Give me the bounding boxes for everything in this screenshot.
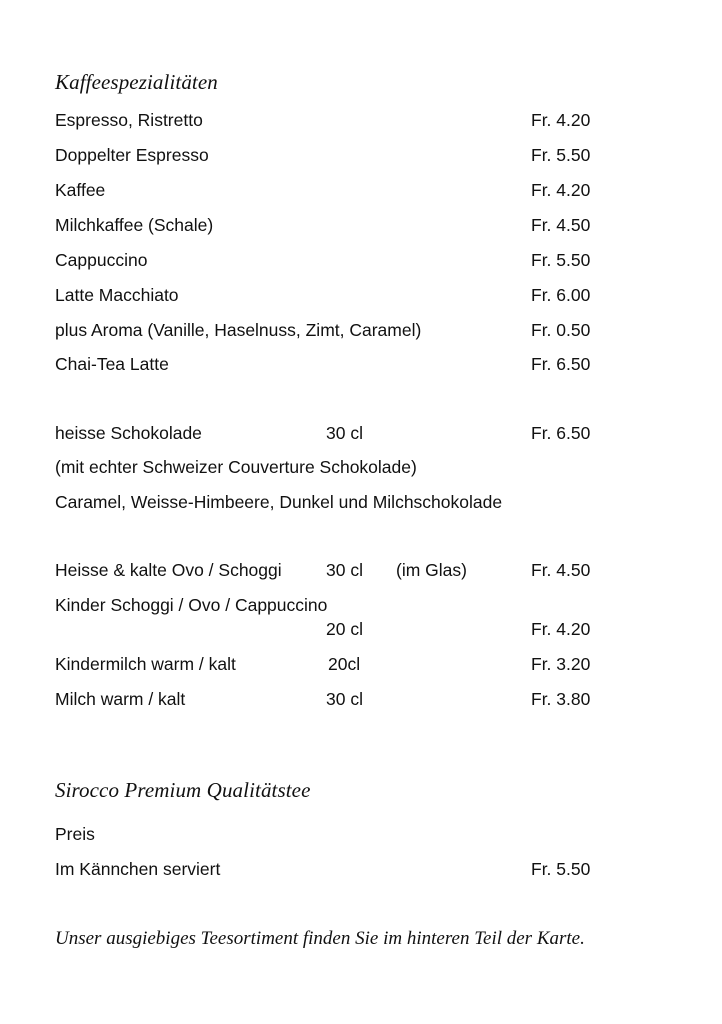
menu-item-row	[0, 352, 722, 376]
item-description	[0, 490, 722, 514]
menu-item-row	[0, 143, 722, 167]
item-price: Fr. 4.50	[531, 560, 591, 580]
menu-item-row-continued	[0, 617, 722, 641]
item-name: Chai-Tea Latte	[55, 354, 169, 374]
menu-item-row	[0, 213, 722, 237]
item-name: Milchkaffee (Schale)	[55, 215, 214, 235]
menu-item-row	[0, 593, 722, 617]
item-price: Fr. 5.50	[531, 145, 591, 165]
item-price: Fr. 6.00	[531, 285, 591, 305]
item-size: 30 cl	[326, 689, 363, 709]
item-name: plus Aroma (Vanille, Haselnuss, Zimt, Caramel)	[55, 320, 422, 340]
item-name: Kindermilch warm / kalt	[55, 654, 236, 674]
coffee-section-title: Kaffeespezialitäten	[55, 70, 218, 94]
item-price: Fr. 3.20	[531, 654, 591, 674]
menu-item-row	[0, 283, 722, 307]
item-price: Fr. 6.50	[531, 423, 591, 443]
tea-subtitle-row	[0, 822, 722, 846]
item-size: 30 cl	[326, 423, 363, 443]
description-text: (mit echter Schweizer Couverture Schokolade)	[55, 457, 417, 477]
menu-item-row	[0, 248, 722, 272]
item-name: heisse Schokolade	[55, 423, 202, 443]
menu-item-row	[0, 857, 722, 881]
menu-item-row	[0, 558, 722, 582]
item-price: Fr. 4.50	[531, 215, 591, 235]
menu-item-row	[0, 178, 722, 202]
menu-item-row	[0, 652, 722, 676]
item-size: 20 cl	[326, 619, 363, 639]
item-price: Fr. 4.20	[531, 110, 591, 130]
item-name: Im Kännchen serviert	[55, 859, 221, 879]
item-price: Fr. 5.50	[531, 859, 591, 879]
item-description	[0, 455, 722, 479]
item-price: Fr. 3.80	[531, 689, 591, 709]
item-size: 30 cl	[326, 560, 363, 580]
menu-item-row	[0, 108, 722, 132]
item-note: (im Glas)	[396, 560, 467, 580]
item-name: Heisse & kalte Ovo / Schoggi	[55, 560, 282, 580]
item-price: Fr. 0.50	[531, 320, 591, 340]
footer-note: Unser ausgiebiges Teesortiment finden Sie im hinteren Teil der Karte.	[55, 928, 585, 949]
item-name: Cappuccino	[55, 250, 148, 270]
item-name: Doppelter Espresso	[55, 145, 209, 165]
menu-item-row	[0, 687, 722, 711]
item-price: Fr. 4.20	[531, 619, 591, 639]
menu-item-row	[0, 318, 722, 342]
item-name: Espresso, Ristretto	[55, 110, 203, 130]
item-name: Milch warm / kalt	[55, 689, 186, 709]
description-text: Caramel, Weisse-Himbeere, Dunkel und Milchschokolade	[55, 492, 503, 512]
menu-item-row	[0, 421, 722, 445]
item-price: Fr. 5.50	[531, 250, 591, 270]
item-name: Latte Macchiato	[55, 285, 179, 305]
item-price: Fr. 6.50	[531, 354, 591, 374]
tea-subtitle: Preis	[55, 824, 95, 844]
item-name: Kaffee	[55, 180, 106, 200]
tea-section-title: Sirocco Premium Qualitätstee	[55, 778, 311, 802]
item-price: Fr. 4.20	[531, 180, 591, 200]
item-name: Kinder Schoggi / Ovo / Cappuccino	[55, 595, 328, 615]
item-size: 20cl	[328, 654, 361, 674]
